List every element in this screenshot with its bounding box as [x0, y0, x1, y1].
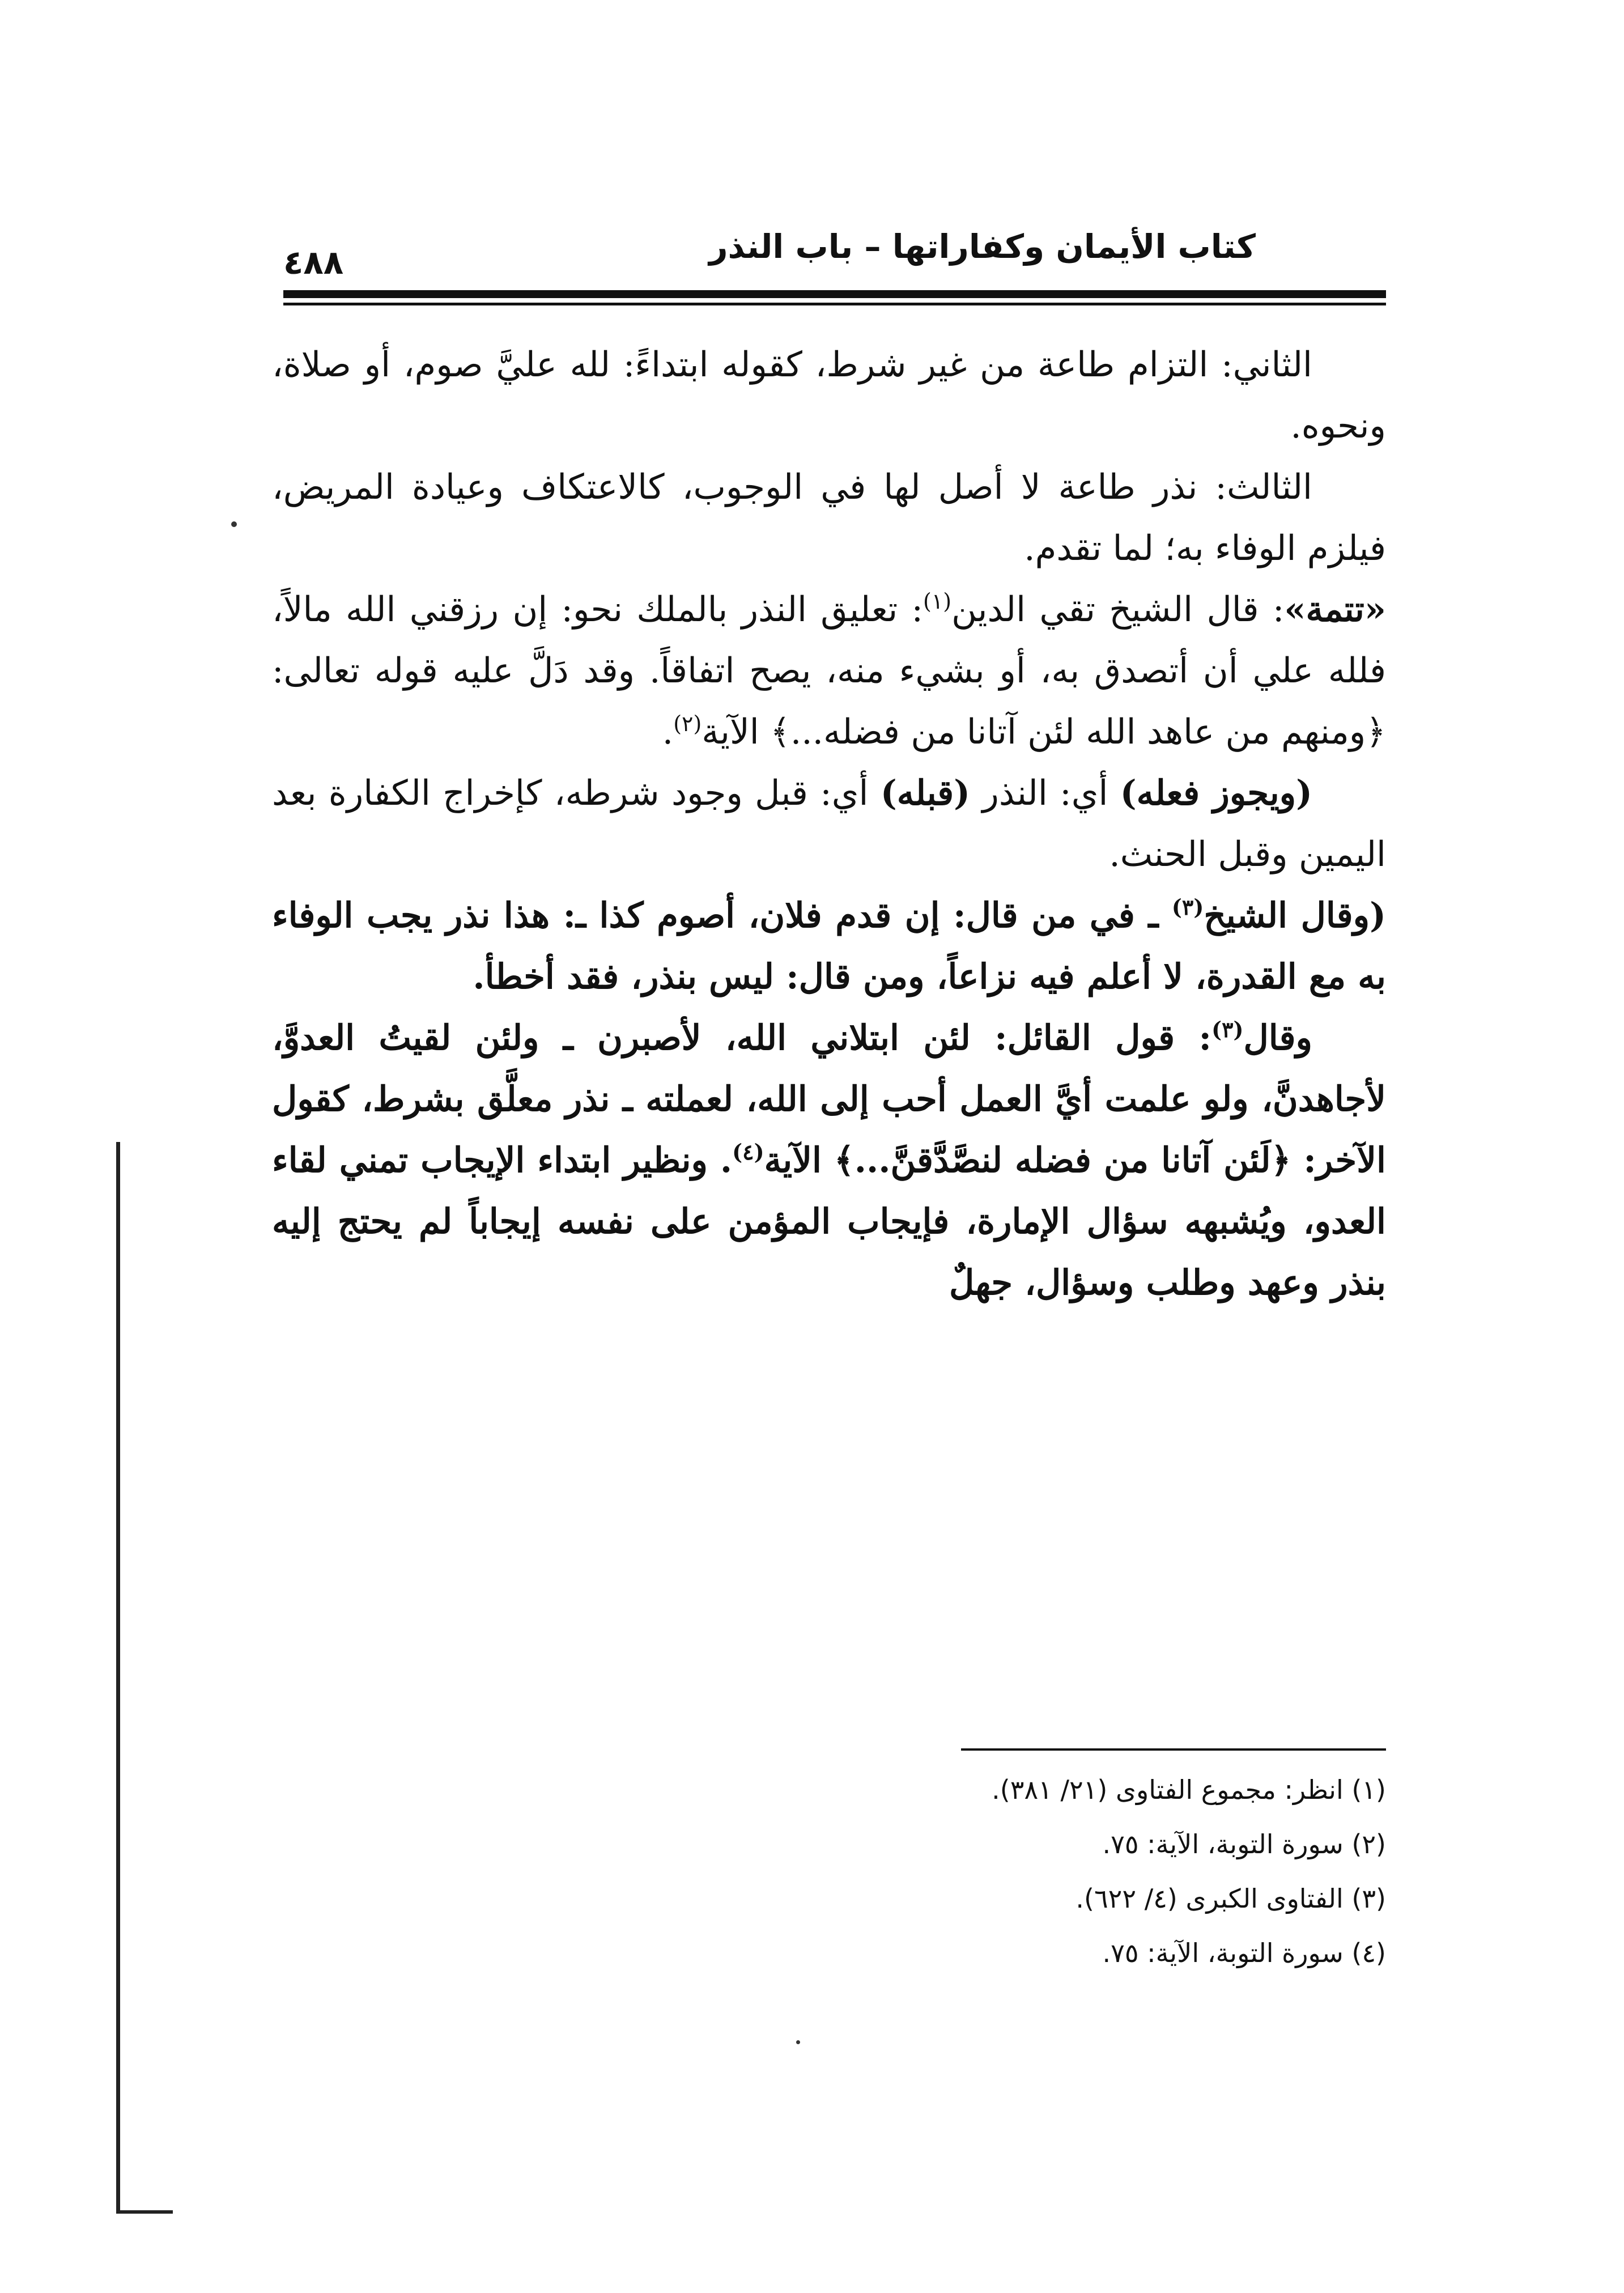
header-rule-thick — [283, 290, 1386, 298]
scan-speck — [796, 2040, 800, 2044]
conditional-vow-c: . ونظير ابتداء الإيجاب تمني لقاء العدو، ويُشبهه سؤال الإمارة، فإيجاب المؤمن على نفسه إيجاباً لم يحتج إليه بنذر وعهد وطلب وسؤال، جهلٌ — [272, 1140, 1386, 1303]
footnote-2: (٢) سورة التوبة، الآية: ٧٥. — [1102, 1829, 1386, 1859]
footnote-3: (٣) الفتاوى الكبرى (٤/ ٦٢٢). — [1075, 1883, 1386, 1914]
paragraph-conditional-vow — [272, 1008, 1386, 1314]
shaykh-quote-a: (وقال الشيخ — [1204, 895, 1386, 936]
binding-shadow-line — [116, 1142, 120, 2213]
matn-phrase-2: (قبله) — [880, 773, 971, 813]
supplement-end: . — [662, 712, 674, 752]
conditional-vow-b: : قول القائل: لئن ابتلاني الله، لأصبرن ـ ولئن لقيتُ العدوَّ، لأجاهدنَّ، ولو علمت أيَّ العمل أحب إلى الله، لعملته ـ نذر معلَّق بشرط، كقول الآخر: ﴿لَئن آتانا من فضله لنصَّدَّقنَّ...﴾ الآية — [272, 1018, 1386, 1181]
paragraph-early-fulfilment — [272, 763, 1386, 885]
paragraph-third-type: الثالث: نذر طاعة لا أصل لها في الوجوب، كالاعتكاف وعيادة المريض، فيلزم الوفاء به؛ لما تقدم. — [272, 467, 1386, 568]
matn-phrase-1: (ويجوز فعله) — [1120, 773, 1312, 813]
paragraph-second-type: الثاني: التزام طاعة من غير شرط، كقوله ابتداءً: لله عليَّ صوم، أو صلاة، ونحوه. — [272, 345, 1386, 446]
footnote-ref-1: (١) — [923, 589, 952, 614]
footnote-4: (٤) سورة التوبة، الآية: ٧٥. — [1102, 1938, 1386, 1968]
footnote-ref-3: (٣) — [1171, 894, 1204, 920]
footnotes — [272, 1763, 1386, 1980]
footnote-ref-4: (٤) — [732, 1139, 764, 1165]
footnote-ref-2: (٢) — [673, 711, 702, 736]
footnote-separator — [961, 1748, 1386, 1751]
supplement-label: «تتمة» — [1284, 589, 1386, 630]
main-text — [272, 334, 1386, 1314]
page-number: ٤٨٨ — [283, 243, 344, 282]
paragraph-supplement — [272, 579, 1386, 763]
paragraph-shaykh-quote — [272, 885, 1386, 1008]
footnote-ref-3b: (٣) — [1211, 1017, 1244, 1042]
supplement-text-a: : قال الشيخ تقي الدين — [951, 589, 1285, 630]
conditional-vow-a: وقال — [1243, 1018, 1312, 1058]
shaykh-quote-b: ـ في من قال: إن قدم فلان، أصوم كذا ـ: هذا نذر يجب الوفاء به مع القدرة، لا أعلم فيه نزاعاً، ومن قال: ليس بنذر، فقد أخطأ. — [272, 895, 1386, 997]
footnote-1: (١) انظر: مجموع الفتاوى (٢١/ ٣٨١). — [992, 1774, 1386, 1805]
scan-speck — [231, 521, 237, 527]
header-rule-thin — [283, 303, 1386, 305]
commentary-2: أي: قبل وجود شرطه، كإخراج الكفارة بعد اليمين وقبل الحنث. — [272, 773, 1386, 874]
binding-shadow-foot — [116, 2210, 173, 2214]
running-title: كتاب الأيمان وكفاراتها – باب النذر — [709, 227, 1256, 266]
supplement-text-b: : تعليق النذر بالملك نحو: إن رزقني الله مالاً، فلله علي أن أتصدق به، أو بشيء منه، يصح اتفاقاً. وقد دَلَّ عليه قوله تعالى: ﴿ومنهم من عاهد الله لئن آتانا من فضله...﴾ الآية — [272, 589, 1386, 752]
commentary-1: أي: النذر — [970, 773, 1120, 813]
